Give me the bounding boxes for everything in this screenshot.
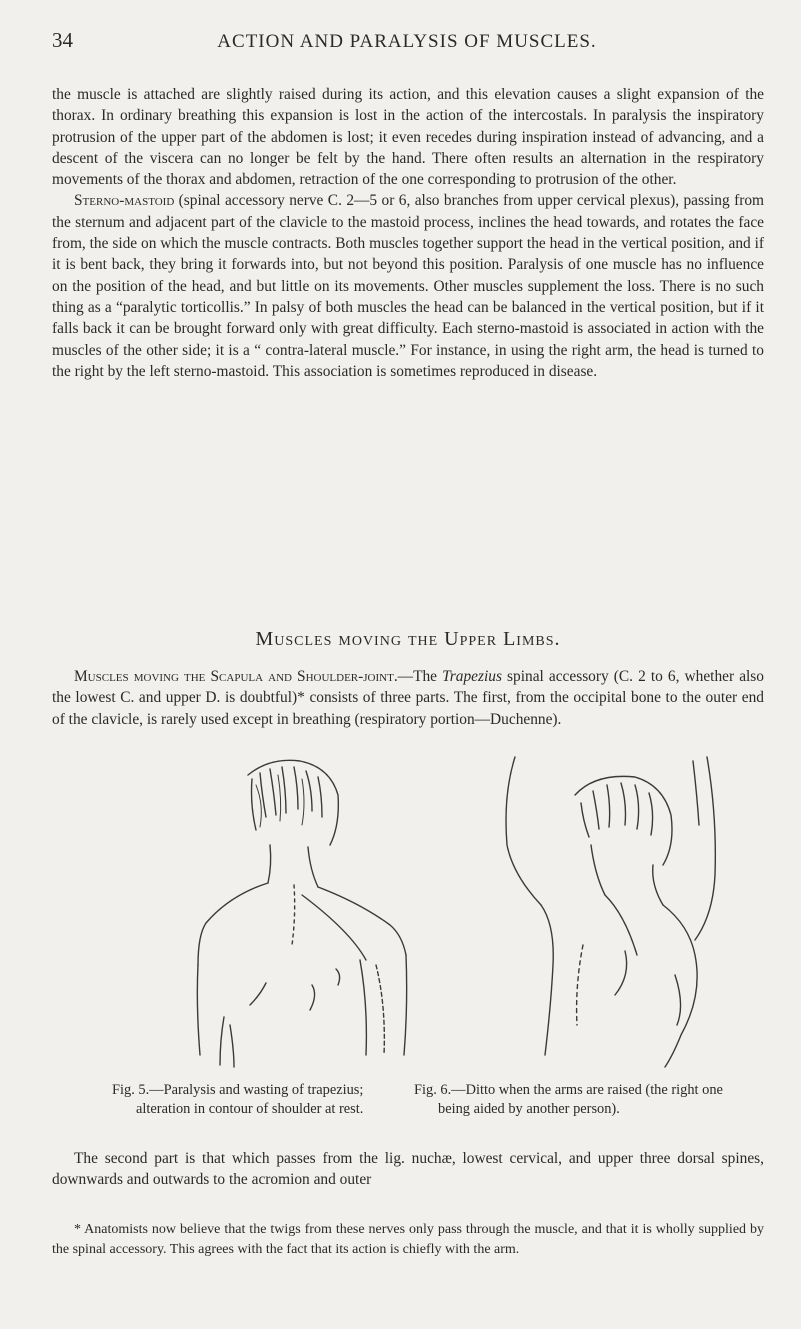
body-text-trapezius bbox=[52, 666, 764, 730]
page-number: 34 bbox=[52, 28, 73, 52]
figure-5-caption-text: Fig. 5.—Paralysis and wasting of trapezius; alteration in contour of shoulder at rest. bbox=[112, 1082, 364, 1117]
sterno-mastoid-lead: Sterno-mastoid bbox=[74, 192, 175, 210]
section-heading: Muscles moving the Upper Limbs. bbox=[255, 628, 561, 650]
trapezius-text: spinal accessory (C. 2 to 6, whether also the lowest C. and upper D. is doubtful)* consists of three parts. The first, from the occipital bone to the outer end of the clavicle, is rarely used except in breathing (respiratory portion—Duchenne). bbox=[52, 668, 764, 728]
figure-6-illustration bbox=[485, 755, 725, 1073]
sterno-mastoid-text: (spinal accessory nerve C. 2—5 or 6, also branches from upper cervical plexus), passing from the sternum and adjacent part of the clavicle to the mastoid process, inclines the head towards, and rotates the face from, the side on which the muscle contracts. Both muscles together support the head in the vertical position, and if it is bent back, they bring it forwards into, but not beyond this position. Paralysis of one muscle has no influence on the position of the head, and but little on its movements. Other muscles supplement the loss. There is no such thing as a “paralytic torticollis.” In palsy of both muscles the head can be balanced in the vertical position, but if it falls back it can be brought forward only with great difficulty. Each sterno-mastoid is associated in action with the muscles of the other side; it is a “ contra-lateral muscle.” For instance, in using the right arm, the head is turned to the right by the left sterno-mastoid. This association is sometimes reproduced in disease. bbox=[52, 192, 764, 380]
figure-6-caption bbox=[414, 1081, 754, 1119]
page-header bbox=[52, 28, 762, 58]
body-text-top bbox=[52, 84, 764, 382]
paragraph-sterno-mastoid bbox=[52, 190, 764, 382]
footnote-text: * Anatomists now believe that the twigs from these nerves only pass through the muscle, and that it is wholly supplied by the spinal accessory. This agrees with the fact that its action is chiefly with the arm. bbox=[52, 1222, 764, 1257]
paragraph-abdomen: the muscle is attached are slightly raised during its action, and this elevation causes a slight expansion of the thorax. In ordinary breathing this expansion is lost in the action of the intercostals. In paralysis the inspiratory protrusion of the upper part of the abdomen is lost; it even recedes during inspiration instead of advancing, and a descent of the viscera can no longer be felt by the hand. There often results an alternation in the respiratory movements of the thorax and abdomen, retraction of the one corresponding to protrusion of the other. bbox=[52, 86, 764, 189]
trapezius-dash: —The bbox=[397, 668, 443, 685]
trapezius-italic: Trapezius bbox=[442, 668, 502, 685]
figure-5-illustration bbox=[190, 755, 460, 1073]
footnote bbox=[52, 1220, 764, 1260]
figure-5-caption bbox=[112, 1081, 382, 1119]
body-text-bottom bbox=[52, 1148, 764, 1191]
paragraph-trapezius bbox=[52, 666, 764, 730]
paragraph-second-part: The second part is that which passes from the lig. nuchæ, lowest cervical, and upper three dorsal spines, downwards and outwards to the acromion and outer bbox=[52, 1150, 764, 1189]
running-title: ACTION AND PARALYSIS OF MUSCLES. bbox=[217, 31, 597, 52]
trapezius-lead: Muscles moving the Scapula and Shoulder-joint. bbox=[74, 668, 398, 685]
figure-6-caption-text: Fig. 6.—Ditto when the arms are raised (the right one being aided by another person). bbox=[414, 1082, 723, 1117]
